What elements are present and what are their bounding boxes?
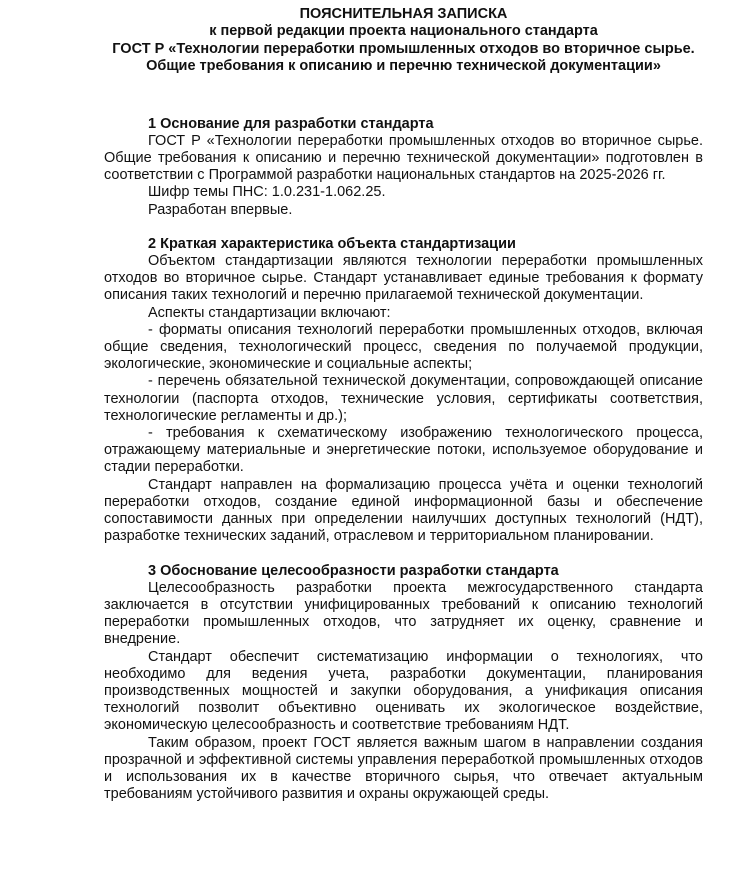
header-subtitle: к первой редакции проекта национального стандарта <box>209 23 598 40</box>
section-2-title: 2 Краткая характеристика объекта стандартизации <box>148 235 516 252</box>
section-1 <box>104 116 703 219</box>
section-2 <box>104 236 703 546</box>
section-2-paragraph-3: Стандарт направлен на формализацию процесса учёта и оценки технологий переработки отходов, создание единой информационной базы и обеспечение сопоставимости данных при определении наилучших доступных технологий (НДТ), разработке технических заданий, отраслевом и территориальном планировании. <box>104 476 703 545</box>
section-1-paragraph-2: Шифр темы ПНС: 1.0.231-1.062.25. <box>148 184 386 201</box>
section-3-paragraph-2: Стандарт обеспечит систематизацию информации о технологиях, что необходимо для ведения учета, разработки документации, планирования производственных мощностей и закупки оборудования, а унификация описания технологий позволит объективно оценивать их экологическое воздействие, экономическую целесообразность и соответствие требованиям НДТ. <box>104 648 703 734</box>
section-2-bullet-1: - форматы описания технологий переработки промышленных отходов, включая общие сведения, технологический процесс, сведения по получаемой продукции, экологические, экономические и социальные аспекты; <box>104 321 703 373</box>
section-3-paragraph-3: Таким образом, проект ГОСТ является важным шагом в направлении создания прозрачной и эффективной системы управления переработкой промышленных отходов и использования их в качестве вторичного сырья, что отвечает актуальным требованиям устойчивого развития и охраны окружающей среды. <box>104 734 703 803</box>
section-2-bullet-2: - перечень обязательной технической документации, сопровождающей описание технологии (паспорта отходов, технические условия, сертификаты соответствия, технологические регламенты и др.); <box>104 373 703 424</box>
header-standard-name: ГОСТ Р «Технологии переработки промышленных отходов во вторичное сырье. Общие требования к описанию и перечню технической документации» <box>112 40 695 75</box>
section-3-paragraph-1: Целесообразность разработки проекта межгосударственного стандарта заключается в отсутствии унифицированных требований к описанию технологий переработки промышленных отходов, что затрудняет их оценку, сравнение и внедрение. <box>104 579 703 648</box>
section-1-title: 1 Основание для разработки стандарта <box>148 115 434 132</box>
section-1-paragraph-3: Разработан впервые. <box>148 201 293 218</box>
section-3 <box>104 563 703 804</box>
section-2-bullet-3: - требования к схематическому изображению технологического процесса, отражающему материальные и энергетические потоки, используемое оборудование и стадии переработки. <box>104 425 703 476</box>
section-1-paragraph-1: ГОСТ Р «Технологии переработки промышленных отходов во вторичное сырье. Общие требования к описанию и перечню технической документации» подготовлен в соответствии с Программой разработки национальных стандартов на 2025-2026 гг. <box>104 132 703 184</box>
section-2-paragraph-1: Объектом стандартизации являются технологии переработки промышленных отходов во вторичное сырье. Стандарт устанавливает единые требования к формату описания таких технологий и перечню прилагаемой технической документации. <box>104 253 703 304</box>
header-title: ПОЯСНИТЕЛЬНАЯ ЗАПИСКА <box>299 6 508 22</box>
section-3-title: 3 Обоснование целесообразности разработки стандарта <box>148 562 559 579</box>
section-2-paragraph-2: Аспекты стандартизации включают: <box>148 304 391 321</box>
document-header <box>104 6 703 76</box>
